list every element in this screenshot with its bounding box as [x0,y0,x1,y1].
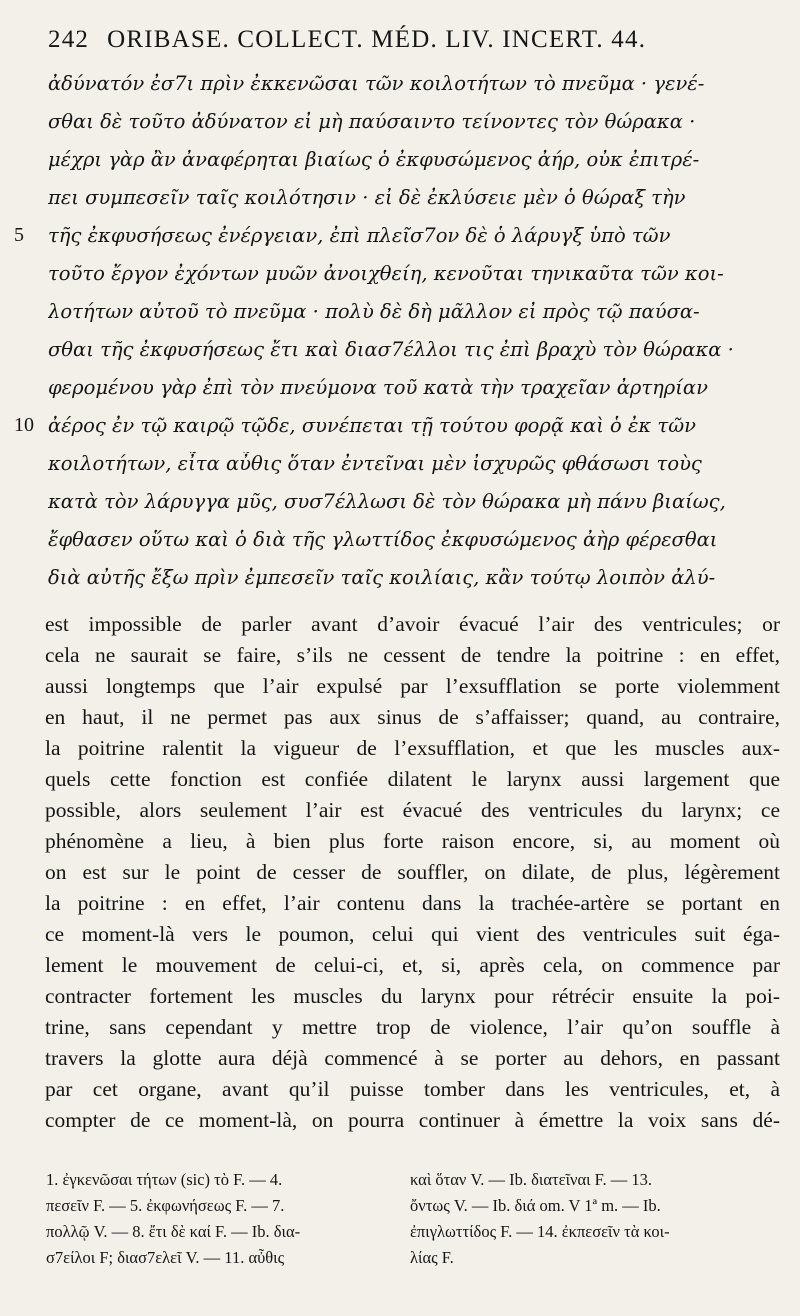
greek-line: ἀέρος ἐν τῷ καιρῷ τῷδε, συνέπεται τῇ τούτου φορᾷ καὶ ὁ ἐκ τῶν [48,414,696,437]
running-title: ORIBASE. COLLECT. MÉD. LIV. INCERT. 44. [107,26,647,53]
greek-line: λοτήτων αὐτοῦ τὸ πνεῦμα · πολὺ δὲ δὴ μᾶλλον εἰ πρὸς τῷ παύσα- [48,300,700,323]
french-line: en haut, il ne permet pas aux sinus de s’affaisser; quand, au contraire, [45,705,780,729]
french-line: contracter fortement les muscles du larynx pour rétrécir ensuite la poi- [45,984,780,1008]
footnote-line: πολλῷ V. — 8. ἔτι δὲ καί F. — Ib. δια- [46,1222,301,1241]
line-number [14,490,44,528]
footnote-line: σ7είλοι F; διασ7ελεῖ V. — 11. αὖθις [46,1248,285,1267]
french-line: cela ne saurait se faire, s’ils ne cessent de tendre la poitrine : en effet, [45,643,780,667]
greek-line: μέχρι γὰρ ἂν ἀναφέρηται βιαίως ὁ ἐκφυσώμενος ἀήρ, οὐκ ἐπιτρέ- [48,148,700,171]
french-line: ce moment-là vers le poumon, celui qui vient des ventricules suit éga- [45,922,780,946]
greek-line: ἀδύνατόν ἐσ7ι πρὶν ἐκκενῶσαι τῶν κοιλοτήτων τὸ πνεῦμα · γενέ- [48,72,705,95]
greek-line: ἔφθασεν οὕτω καὶ ὁ διὰ τῆς γλωττίδος ἐκφυσώμενος ἀὴρ φέρεσθαι [48,528,718,551]
greek-line: σθαι τῆς ἐκφυσήσεως ἔτι καὶ διασ7έλλοι τις ἐπὶ βραχὺ τὸν θώρακα · [48,338,734,361]
french-line: possible, alors seulement l’air est évacué des ventricules du larynx; ce [45,798,780,822]
french-line: compter de ce moment-là, on pourra continuer à émettre la voix sans dé- [45,1108,780,1132]
french-line: est impossible de parler avant d’avoir évacué l’air des ventricules; or [45,612,780,636]
line-number [14,376,44,414]
french-line: la poitrine ralentit la vigueur de l’exsufflation, et que les muscles aux- [45,736,780,760]
french-line: travers la glotte aura déjà commencé à se porter au dehors, en passant [45,1046,780,1070]
line-number: 5 [14,224,24,246]
footnote-line: πεσεῖν F. — 5. ἐκφωνήσεως F. — 7. [46,1196,285,1215]
french-line: aussi longtemps que l’air expulsé par l’exsufflation se porte violemment [45,674,780,698]
line-number [14,528,44,566]
line-number [14,148,44,186]
line-number [14,452,44,490]
greek-line: κατὰ τὸν λάρυγγα μῦς, συσ7έλλωσι δὲ τὸν θώρακα μὴ πάνυ βιαίως, [48,490,726,513]
greek-line: κοιλοτήτων, εἶτα αὖθις ὅταν ἐντεῖναι μὲν ἰσχυρῶς φθάσωσι τοὺς [48,452,702,475]
running-header [48,26,788,54]
line-number: 10 [14,414,34,436]
line-number [14,338,44,376]
greek-line: τῆς ἐκφυσήσεως ἐνέργειαν, ἐπὶ πλεῖσ7ον δὲ ὁ λάρυγξ ὑπὸ τῶν [48,224,671,247]
french-line: quels cette fonction est confiée dilatent le larynx aussi largement que [45,767,780,791]
line-number [14,72,44,110]
page-number: 242 [48,26,90,53]
line-number [14,110,44,148]
greek-line: τοῦτο ἔργον ἐχόντων μυῶν ἀνοιχθείη, κενοῦται τηνικαῦτα τῶν κοι- [48,262,724,285]
greek-line: φερομένου γὰρ ἐπὶ τὸν πνεύμονα τοῦ κατὰ τὴν τραχεῖαν ἀρτηρίαν [48,376,708,399]
footnote-line: 1. ἐγκενῶσαι τήτων (sic) τὸ F. — 4. [46,1170,283,1189]
line-number [14,262,44,300]
line-number [14,566,44,604]
footnote-line: ὄντως V. — Ib. διά om. V 1ª m. — Ib. [410,1196,661,1215]
french-line: lement le mouvement de celui-ci, et, si, après cela, on commence par [45,953,780,977]
greek-line: διὰ αὐτῆς ἔξω πρὶν ἐμπεσεῖν ταῖς κοιλίαις, κἂν τούτῳ λοιπὸν ἀλύ- [48,566,716,589]
footnote-line: ἐπιγλωττίδος F. — 14. ἐκπεσεῖν τὰ κοι- [410,1222,670,1241]
footnote-line: καὶ ὅταν V. — Ib. διατεῖναι F. — 13. [410,1170,653,1189]
line-number [14,186,44,224]
greek-line: σθαι δὲ τοῦτο ἀδύνατον εἰ μὴ παύσαιντο τείνοντες τὸν θώρακα · [48,110,696,133]
footnote-line: λίας F. [410,1248,454,1267]
greek-line: πει συμπεσεῖν ταῖς κοιλότησιν · εἰ δὲ ἐκλύσειε μὲν ὁ θώραξ τὴν [48,186,686,209]
french-line: par cet organe, avant qu’il puisse tomber dans les ventricules, et, à [45,1077,780,1101]
french-line: phénomène a lieu, à bien plus forte raison encore, si, au moment où [45,829,780,853]
line-number [14,300,44,338]
french-line: la poitrine : en effet, l’air contenu dans la trachée-artère se portant en [45,891,780,915]
french-line: trine, sans cependant y mettre trop de violence, l’air qu’on souffle à [45,1015,780,1039]
french-line: on est sur le point de cesser de souffler, on dilate, de plus, légèrement [45,860,780,884]
